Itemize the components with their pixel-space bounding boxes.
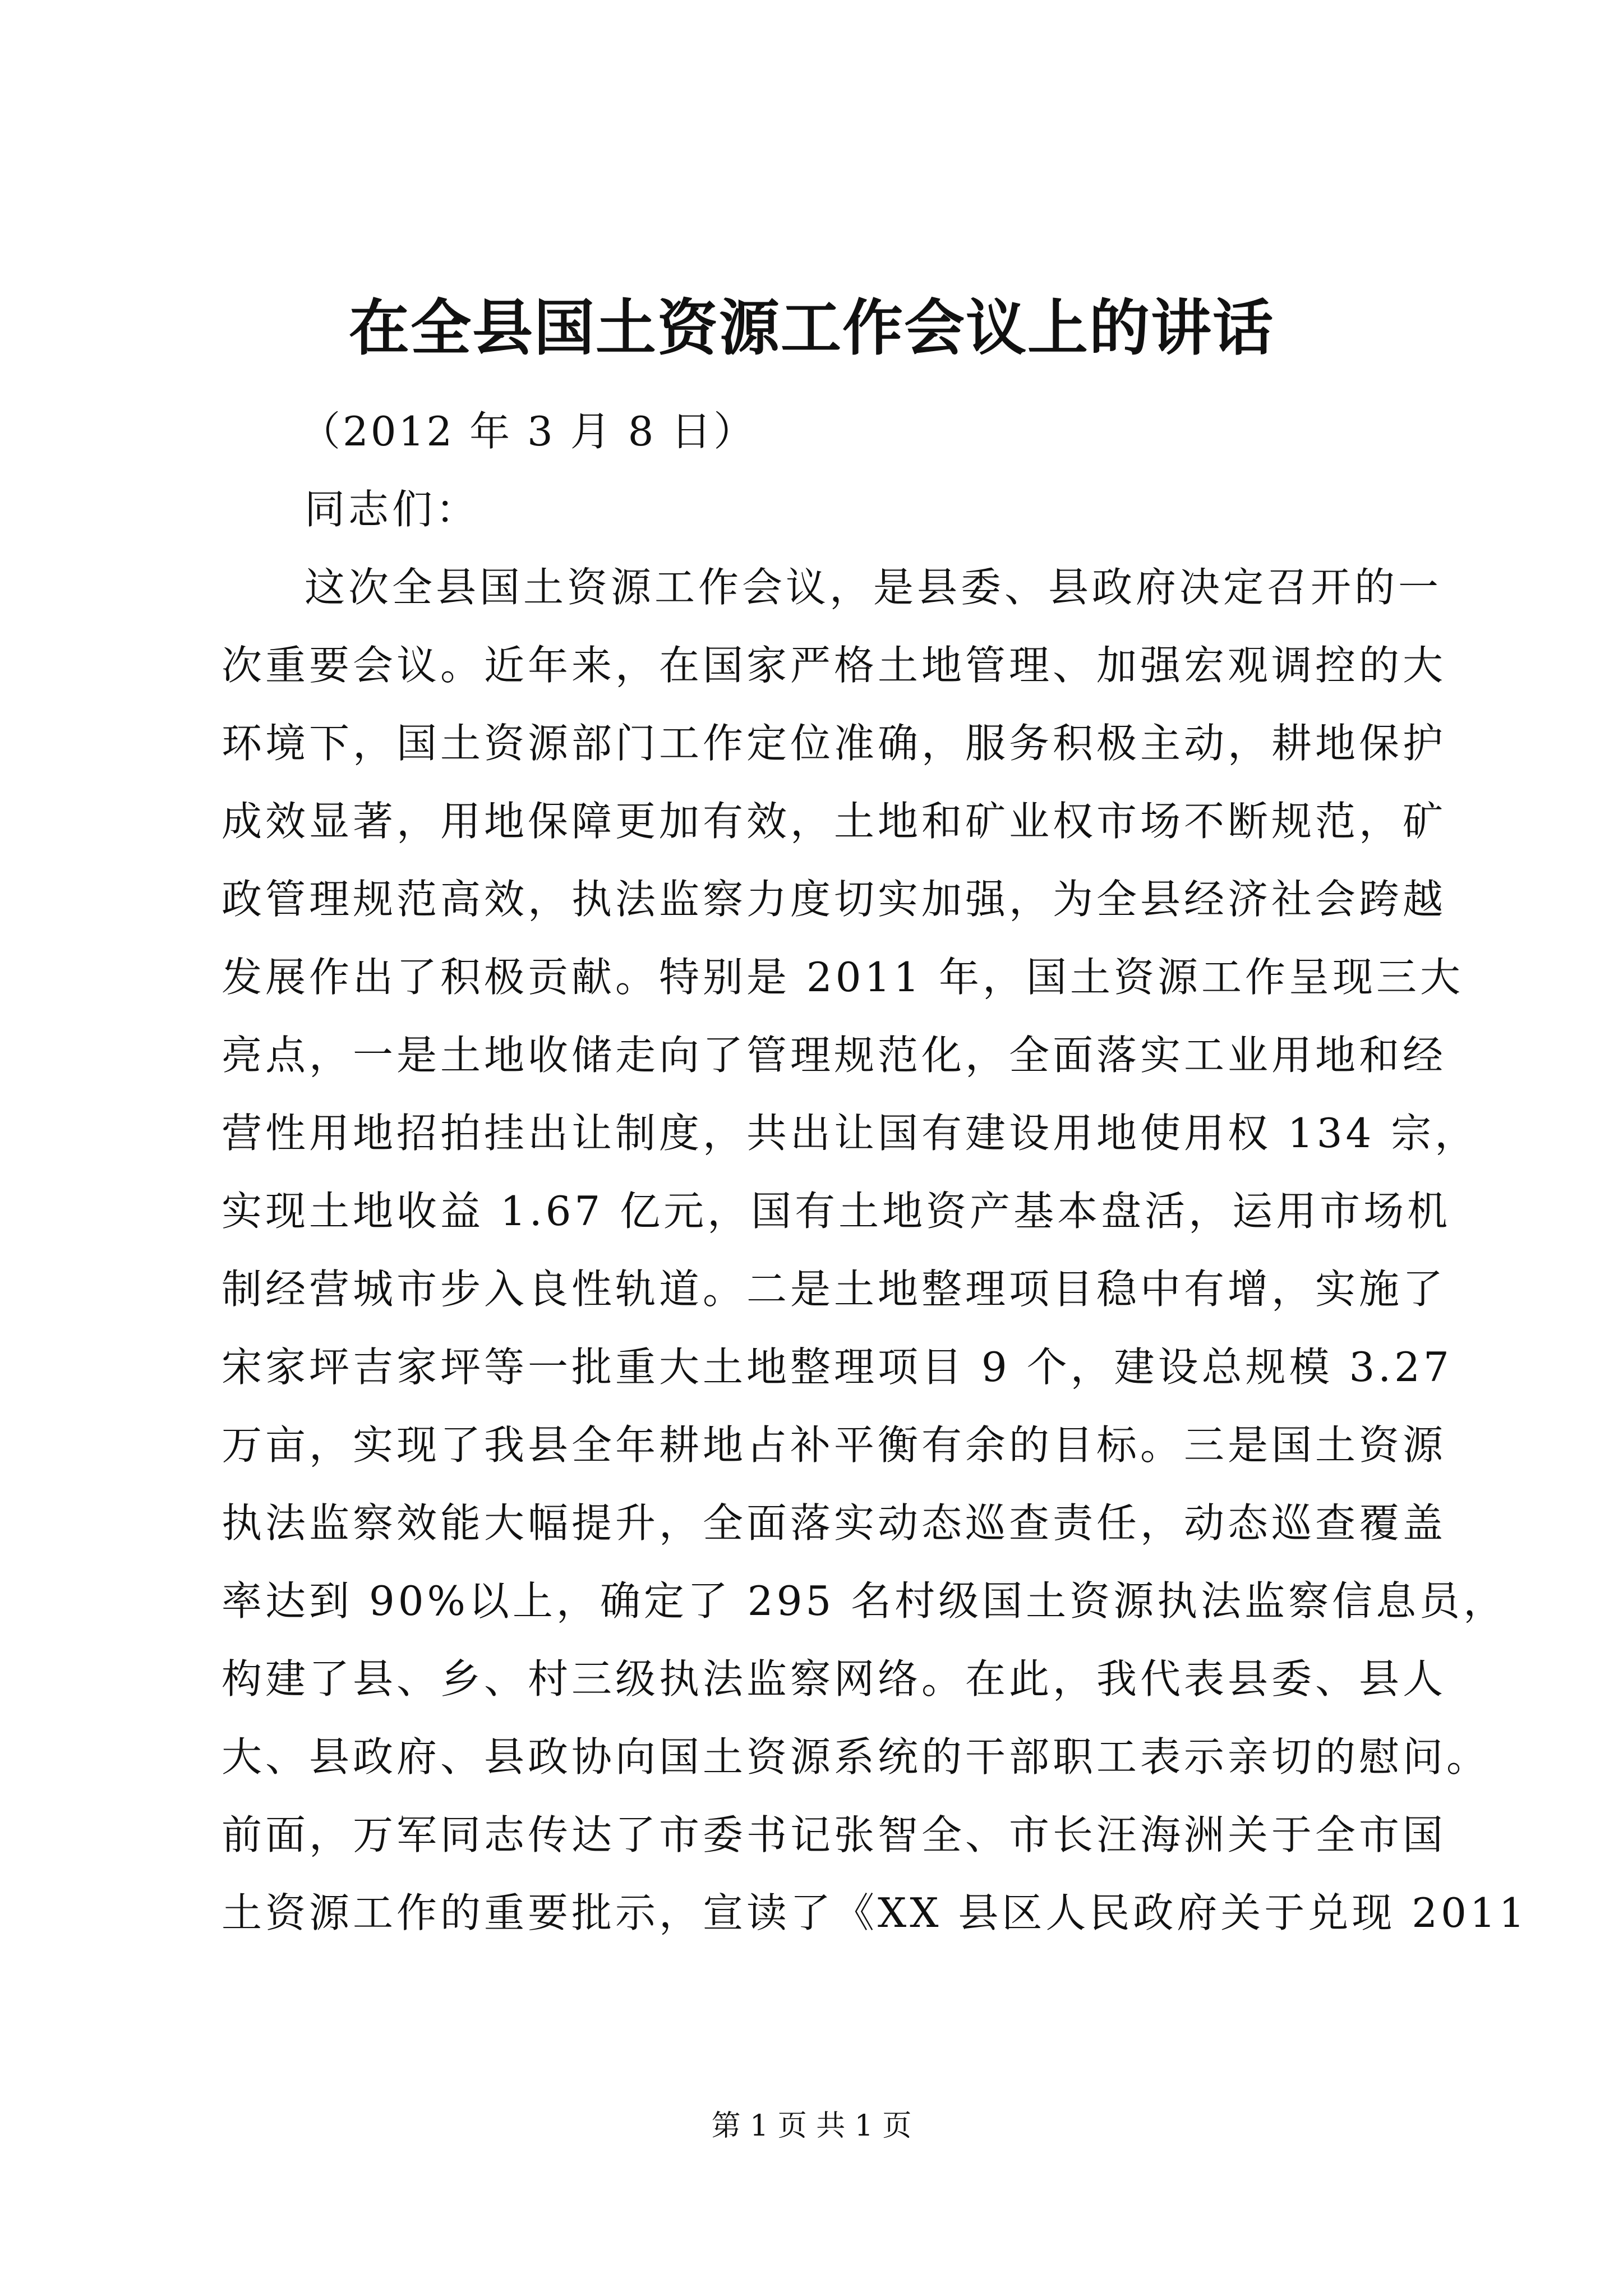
salutation: 同志们： bbox=[305, 486, 480, 533]
page-footer: 第 1 页 共 1 页 bbox=[711, 2109, 912, 2143]
paragraph-line: 成效显著，用地保障更加有效，土地和矿业权市场不断规范，矿 bbox=[222, 798, 1447, 845]
paragraph-line: 环境下，国土资源部门工作定位准确，服务积极主动，耕地保护 bbox=[222, 720, 1447, 767]
paragraph-line: 土资源工作的重要批示，宣读了《XX 县区人民政府关于兑现 2011 bbox=[222, 1889, 1528, 1936]
paragraph-line: 这次全县国土资源工作会议，是县委、县政府决定召开的一 bbox=[305, 564, 1442, 611]
paragraph-line: 率达到 90%以上，确定了 295 名村级国土资源执法监察信息员， bbox=[222, 1577, 1507, 1625]
paragraph-line: 政管理规范高效，执法监察力度切实加强，为全县经济社会跨越 bbox=[222, 876, 1447, 923]
paragraph-line: 大、县政府、县政协向国土资源系统的干部职工表示亲切的慰问。 bbox=[222, 1733, 1491, 1780]
document-body bbox=[222, 393, 1528, 1952]
paragraph-line: 万亩，实现了我县全年耕地占补平衡有余的目标。三是国土资源 bbox=[222, 1421, 1447, 1469]
paragraph-line: 构建了县、乡、村三级执法监察网络。在此，我代表县委、县人 bbox=[222, 1655, 1447, 1703]
paragraph-line: 次重要会议。近年来，在国家严格土地管理、加强宏观调控的大 bbox=[222, 642, 1447, 689]
paragraph-line: 宋家坪吉家坪等一批重大土地整理项目 9 个，建设总规模 3.27 bbox=[222, 1343, 1453, 1391]
paragraph-line: 制经营城市步入良性轨道。二是土地整理项目稳中有增，实施了 bbox=[222, 1266, 1447, 1313]
paragraph-line: 营性用地招拍挂出让制度，共出让国有建设用地使用权 134 宗， bbox=[222, 1110, 1479, 1157]
paragraph-line: 前面，万军同志传达了市委书记张智全、市长汪海洲关于全市国 bbox=[222, 1811, 1447, 1858]
paragraph-line: 执法监察效能大幅提升，全面落实动态巡查责任，动态巡查覆盖 bbox=[222, 1499, 1447, 1547]
paragraph-line: 发展作出了积极贡献。特别是 2011 年，国土资源工作呈现三大 bbox=[222, 954, 1464, 1001]
paragraph-line: 亮点，一是土地收储走向了管理规范化，全面落实工业用地和经 bbox=[222, 1032, 1447, 1079]
document-title: 在全县国土资源工作会议上的讲话 bbox=[348, 293, 1274, 364]
speech-date: （2012 年 3 月 8 日） bbox=[300, 408, 757, 455]
main-paragraph bbox=[222, 549, 1528, 1952]
paragraph-line: 实现土地收益 1.67 亿元，国有土地资产基本盘活，运用市场机 bbox=[222, 1188, 1451, 1235]
